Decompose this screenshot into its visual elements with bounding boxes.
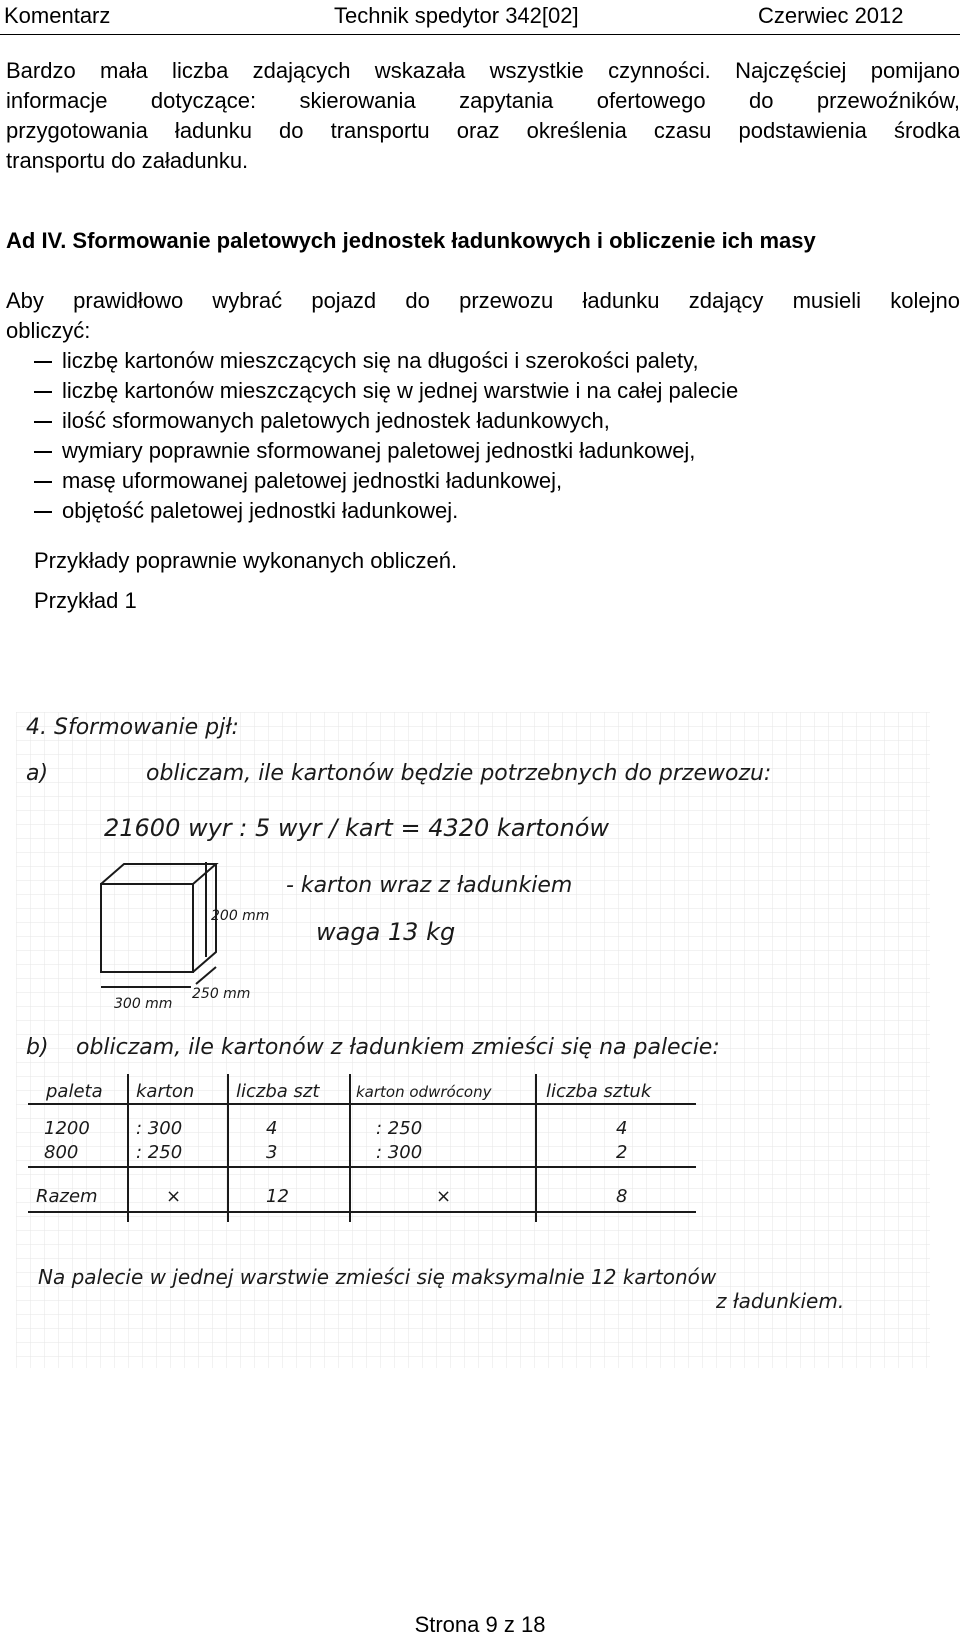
hw-table-cell: : 250	[376, 1118, 423, 1139]
task-intro-line-2: obliczyć:	[6, 318, 91, 343]
hw-box-width: 300 mm	[114, 996, 173, 1012]
dash-bullet	[34, 511, 52, 513]
hw-box-depth: 250 mm	[192, 986, 251, 1002]
header-left: Komentarz	[4, 3, 111, 28]
hw-table-cell: 3	[266, 1142, 278, 1163]
dash-bullet	[34, 391, 52, 393]
hw-table-cell: : 300	[376, 1142, 423, 1163]
hw-part-b-label: b)	[26, 1035, 49, 1060]
dash-bullet	[34, 421, 52, 423]
list-item: liczbę kartonów mieszczących się na długości i szerokości palety,	[34, 346, 738, 376]
list-item: ilość sformowanych paletowych jednostek ładunkowych,	[34, 406, 738, 436]
hw-table-header: paleta	[46, 1081, 103, 1102]
hw-table-cell: 4	[616, 1118, 628, 1139]
intro-line-1: Bardzo mała liczba zdających wskazała wszystkie czynności. Najczęściej pomijano	[6, 58, 960, 83]
dash-bullet	[34, 451, 52, 453]
hw-table-cell: 2	[616, 1142, 628, 1163]
hw-part-a-text: obliczam, ile kartonów będzie potrzebnych do przewozu:	[146, 761, 772, 786]
hw-table-cell: 4	[266, 1118, 278, 1139]
hw-conclusion-line2: z ładunkiem.	[716, 1289, 845, 1313]
calculation-steps-list	[34, 346, 738, 526]
intro-line-2: informacje dotyczące: skierowania zapytania ofertowego do przewoźników,	[6, 88, 960, 113]
hw-table-cell: : 300	[136, 1118, 183, 1139]
header-center: Technik spedytor 342[02]	[334, 3, 579, 28]
dash-bullet	[34, 481, 52, 483]
example-label: Przykład 1	[34, 588, 137, 613]
hw-table-total-cell: 8	[616, 1186, 628, 1207]
hw-table-total-cell: 12	[266, 1186, 289, 1207]
header-rule	[0, 34, 960, 35]
hw-note-line2: waga 13 kg	[316, 918, 456, 946]
hw-table-header: liczba sztuk	[546, 1081, 652, 1102]
handwritten-solution-scan	[16, 712, 930, 1368]
hw-table-cell: 1200	[44, 1118, 90, 1139]
intro-line-4: transportu do załadunku.	[6, 148, 249, 173]
intro-line-3: przygotowania ładunku do transportu oraz określenia czasu podstawienia środka	[6, 118, 960, 143]
hw-note-line1: - karton wraz z ładunkiem	[286, 873, 573, 898]
list-item: wymiary poprawnie sformowanej paletowej jednostki ładunkowej,	[34, 436, 738, 466]
hw-part-a-label: a)	[26, 761, 49, 786]
hw-box-height: 200 mm	[211, 908, 270, 924]
hw-table-total-cell: ×	[436, 1186, 452, 1207]
hw-table-header: liczba szt	[236, 1081, 320, 1102]
hw-part-b-text: obliczam, ile kartonów z ładunkiem zmieści się na palecie:	[76, 1035, 720, 1060]
page-header	[0, 0, 960, 36]
hw-table-header: karton odwrócony	[356, 1083, 492, 1101]
dash-bullet	[34, 361, 52, 363]
hw-table-total-cell: Razem	[36, 1186, 98, 1207]
hw-heading: 4. Sformowanie pjł:	[26, 715, 239, 740]
examples-intro: Przykłady poprawnie wykonanych obliczeń.	[34, 548, 458, 573]
task-intro-line-1: Aby prawidłowo wybrać pojazd do przewozu ładunku zdający musieli kolejno	[6, 288, 960, 313]
header-right: Czerwiec 2012	[758, 3, 904, 28]
list-item: liczbę kartonów mieszczących się w jednej warstwie i na całej palecie	[34, 376, 738, 406]
hw-table-header: karton	[136, 1081, 195, 1102]
hw-conclusion-line1: Na palecie w jednej warstwie zmieści się maksymalnie 12 kartonów	[38, 1265, 717, 1289]
page-footer: Strona 9 z 18	[414, 1612, 546, 1637]
hw-table-cell: 800	[44, 1142, 79, 1163]
list-item: masę uformowanej paletowej jednostki ładunkowej,	[34, 466, 738, 496]
section-heading: Ad IV. Sformowanie paletowych jednostek ładunkowych i obliczenie ich masy	[6, 228, 816, 253]
hw-calc-line: 21600 wyr : 5 wyr / kart = 4320 kartonów	[104, 814, 610, 842]
hw-table-total-cell: ×	[166, 1186, 182, 1207]
list-item: objętość paletowej jednostki ładunkowej.	[34, 496, 738, 526]
hw-table-cell: : 250	[136, 1142, 183, 1163]
